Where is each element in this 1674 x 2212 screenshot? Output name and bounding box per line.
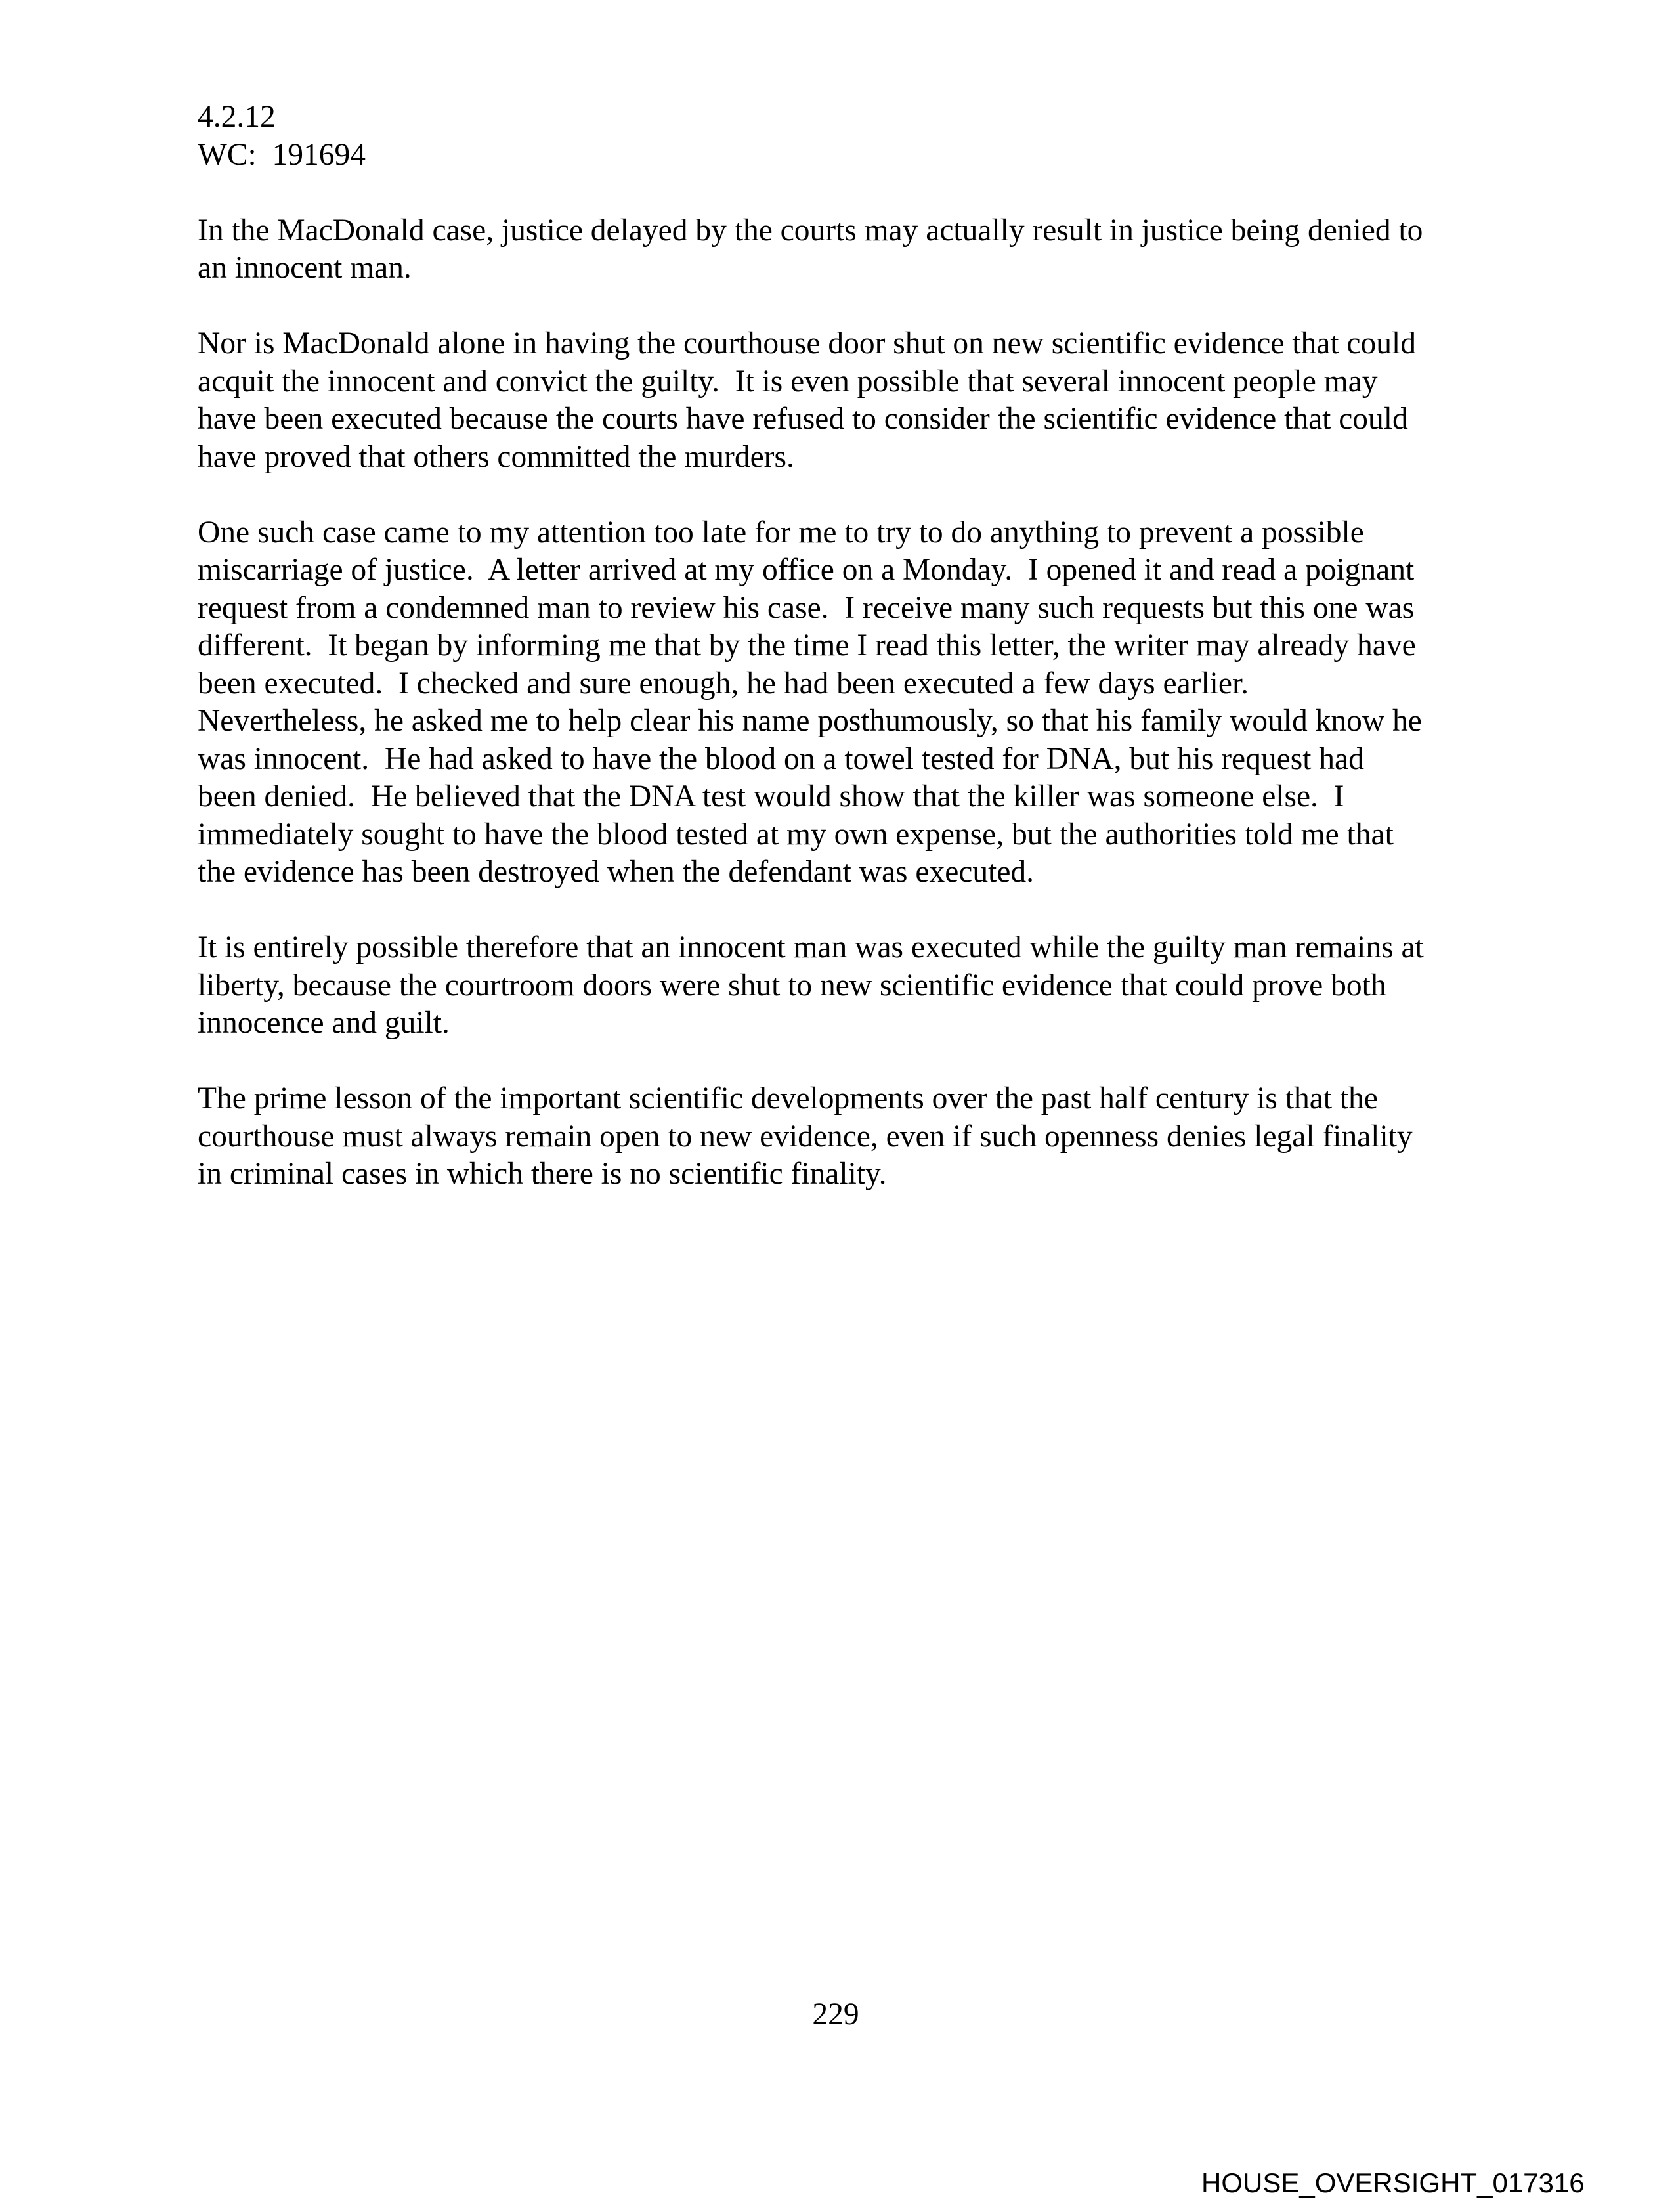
- text-line: was innocent. He had asked to have the blood on a towel tested for DNA, but his request had: [198, 741, 1364, 776]
- document-header: [198, 98, 1484, 174]
- text-line: have proved that others committed the murders.: [198, 439, 794, 474]
- text-line: an innocent man.: [198, 251, 412, 285]
- text-line: the evidence has been destroyed when the defendant was executed.: [198, 855, 1035, 889]
- document-body: [198, 98, 1484, 1231]
- text-line: in criminal cases in which there is no scientific finality.: [198, 1157, 887, 1191]
- page-number: 229: [812, 1997, 859, 2031]
- paragraph-5: [198, 1080, 1484, 1194]
- text-line: The prime lesson of the important scientific developments over the past half century is that the: [198, 1081, 1378, 1116]
- text-line: It is entirely possible therefore that an innocent man was executed while the guilty man remains at: [198, 930, 1424, 965]
- text-line: One such case came to my attention too late for me to try to do anything to prevent a possible: [198, 515, 1364, 550]
- text-line: Nor is MacDonald alone in having the courthouse door shut on new scientific evidence that could: [198, 326, 1416, 360]
- text-line: been executed. I checked and sure enough, he had been executed a few days earlier.: [198, 666, 1249, 701]
- text-line: In the MacDonald case, justice delayed by the courts may actually result in justice being denied to: [198, 213, 1423, 248]
- text-line: request from a condemned man to review his case. I receive many such requests but this one was: [198, 590, 1415, 625]
- text-line: Nevertheless, he asked me to help clear his name posthumously, so that his family would know he: [198, 704, 1422, 738]
- text-line: acquit the innocent and convict the guilty. It is even possible that several innocent people may: [198, 364, 1378, 399]
- paragraph-3: [198, 514, 1484, 892]
- date-line: 4.2.12: [198, 100, 276, 134]
- text-line: courthouse must always remain open to new evidence, even if such openness denies legal finality: [198, 1119, 1413, 1154]
- text-line: been denied. He believed that the DNA test would show that the killer was someone else. I: [198, 779, 1344, 813]
- text-line: have been executed because the courts have refused to consider the scientific evidence that could: [198, 402, 1408, 436]
- paragraph-4: [198, 929, 1484, 1043]
- bates-number: HOUSE_OVERSIGHT_017316: [1201, 2167, 1585, 2198]
- text-line: innocence and guilt.: [198, 1006, 450, 1040]
- paragraph-1: [198, 212, 1484, 288]
- word-count-line: WC: 191694: [198, 137, 366, 172]
- text-line: different. It began by informing me that by the time I read this letter, the writer may already have: [198, 628, 1416, 662]
- text-line: immediately sought to have the blood tested at my own expense, but the authorities told me that: [198, 817, 1394, 852]
- text-line: miscarriage of justice. A letter arrived at my office on a Monday. I opened it and read a poignant: [198, 553, 1415, 587]
- text-line: liberty, because the courtroom doors were shut to new scientific evidence that could prove both: [198, 968, 1386, 1003]
- paragraph-2: [198, 325, 1484, 476]
